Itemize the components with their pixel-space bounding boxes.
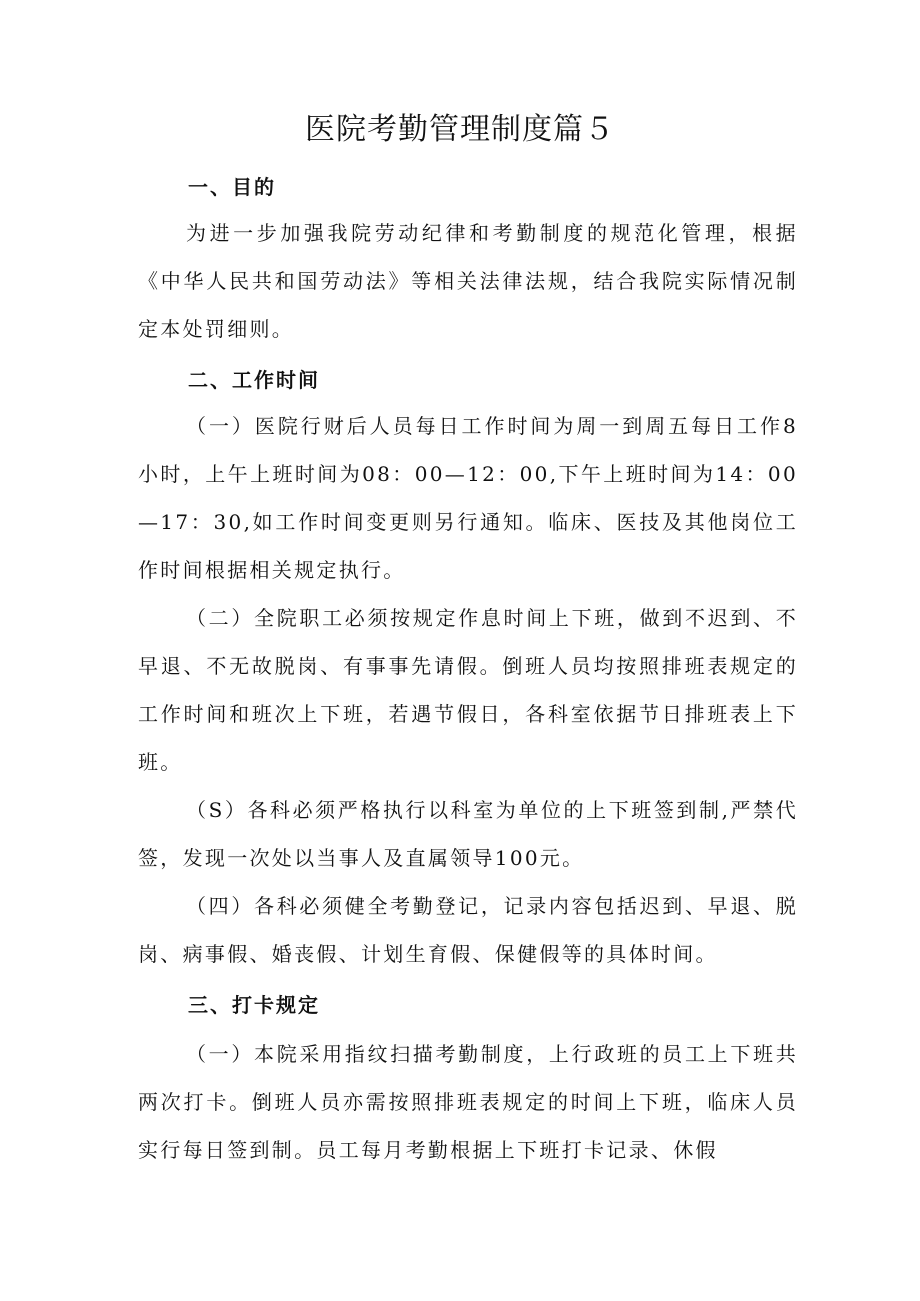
section-heading-clock-in-rules: 三、打卡规定 [188, 993, 320, 1017]
section-heading-working-hours: 二、工作时间 [188, 368, 320, 392]
document-title: 医院考勤管理制度篇５ [305, 112, 615, 147]
section-heading-purpose: 一、目的 [188, 175, 276, 199]
paragraph-purpose: 为进一步加强我院劳动纪律和考勤制度的规范化管理，根据《中华人民共和国劳动法》等相关法律法规，结合我院实际情况制定本处罚细则。 [138, 221, 798, 341]
paragraph-working-hours-1: （一）医院行财后人员每日工作时间为周一到周五每日工作8小时，上午上班时间为08：00—12：00,下午上班时间为14：00—17：30,如工作时间变更则另行通知。临床、医技及其他岗位工作时间根据相关规定执行。 [138, 414, 798, 582]
paragraph-working-hours-2: （二）全院职工必须按规定作息时间上下班，做到不迟到、不早退、不无故脱岗、有事事先请假。倒班人员均按照排班表规定的工作时间和班次上下班，若遇节假日，各科室依据节日排班表上下班。 [138, 606, 798, 774]
paragraph-clock-in-rules-1: （一）本院采用指纹扫描考勤制度，上行政班的员工上下班共两次打卡。倒班人员亦需按照排班表规定的时间上下班，临床人员实行每日签到制。员工每月考勤根据上下班打卡记录、休假 [138, 1042, 798, 1162]
paragraph-working-hours-3: （S）各科必须严格执行以科室为单位的上下班签到制,严禁代签，发现一次处以当事人及直属领导100元。 [138, 798, 798, 870]
paragraph-working-hours-4: （四）各科必须健全考勤登记，记录内容包括迟到、早退、脱岗、病事假、婚丧假、计划生育假、保健假等的具体时间。 [138, 894, 798, 966]
